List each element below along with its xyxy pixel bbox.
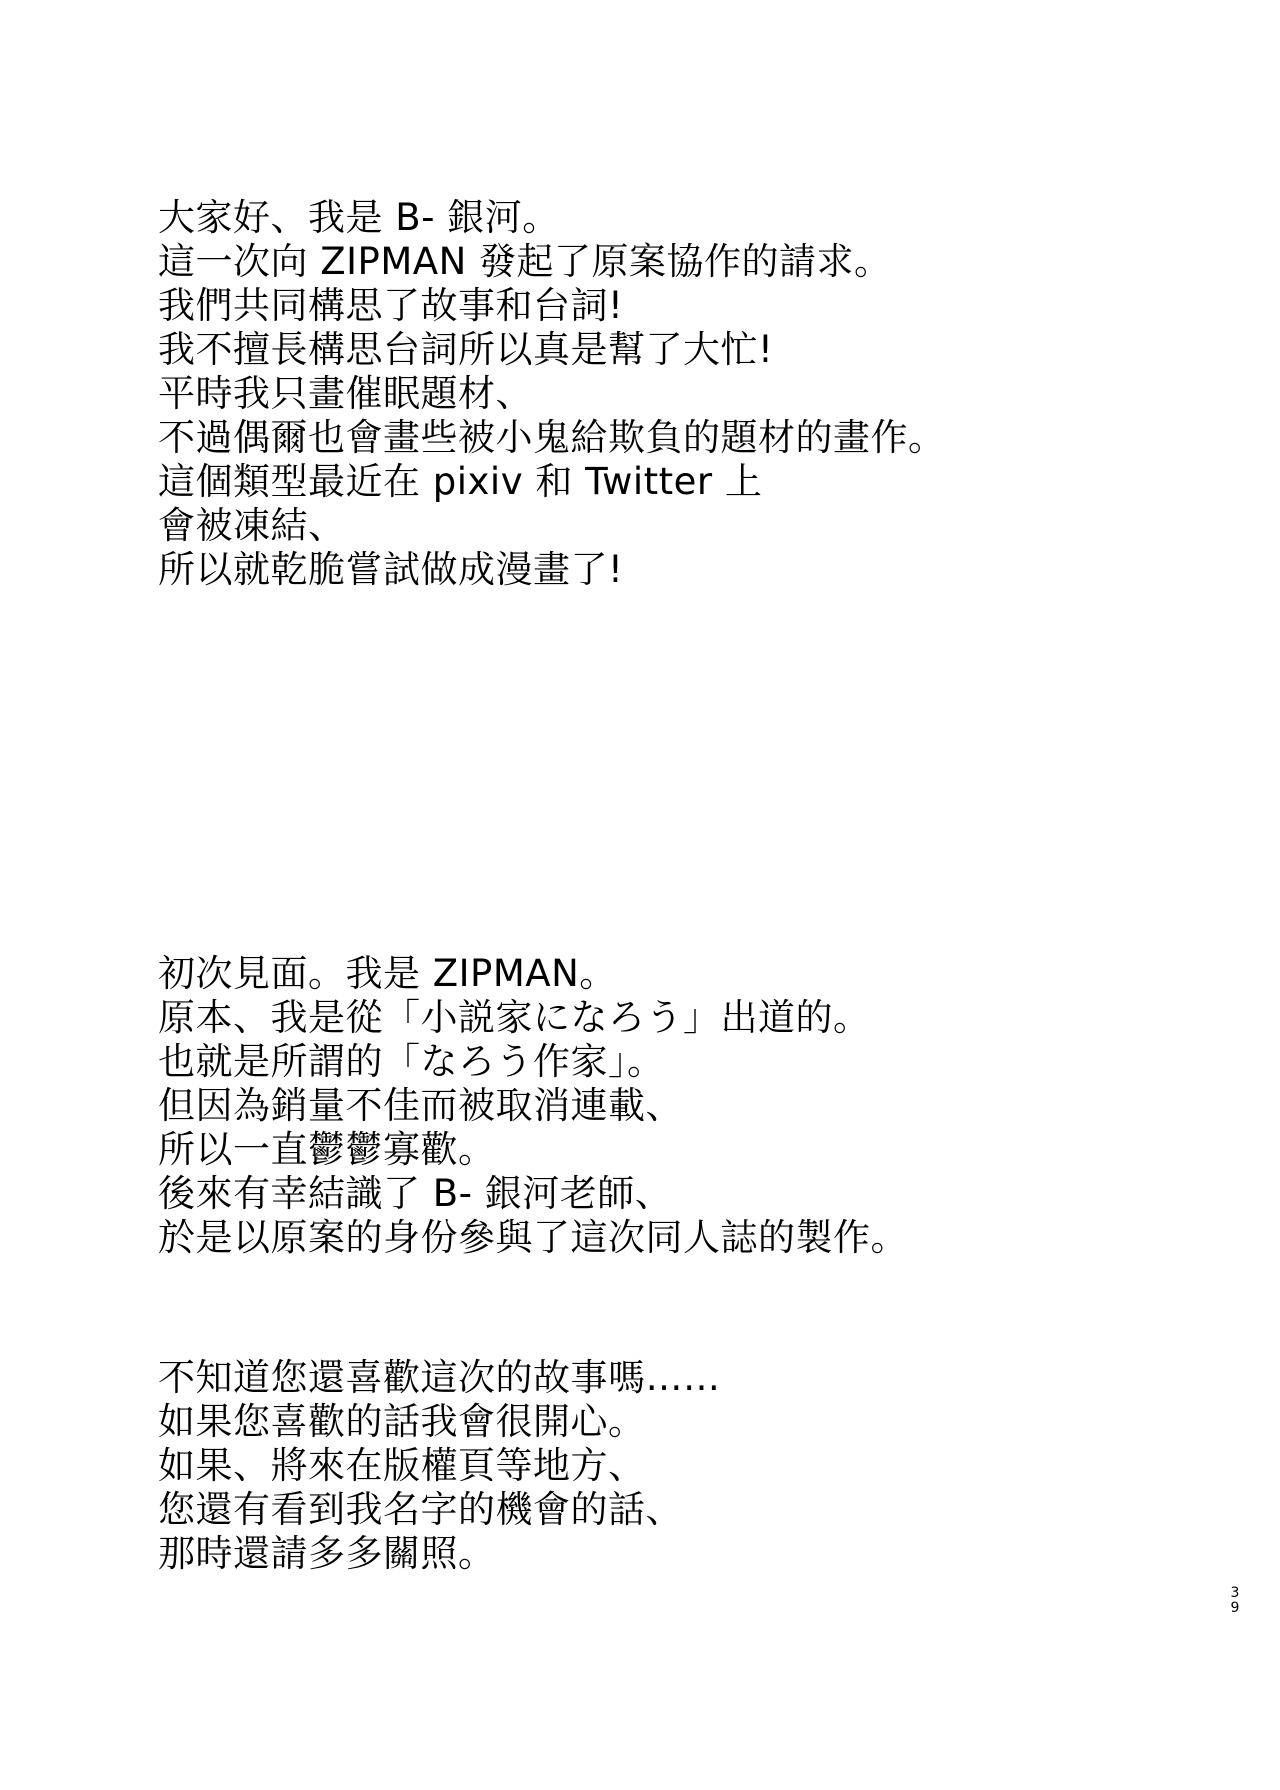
text-line: 如果、將來在版權頁等地方、: [158, 1444, 646, 1487]
text-line: 這一次向 ZIPMAN 發起了原案協作的請求。: [158, 240, 892, 283]
text-line: 但因為銷量不佳而被取消連載、: [158, 1084, 683, 1127]
text-line: 後來有幸結識了 B- 銀河老師、: [158, 1172, 673, 1215]
text-line: 也就是所謂的「なろう作家」。: [158, 1040, 665, 1083]
text-line: 原本、我是從「小説家になろう」出道的。: [158, 996, 871, 1039]
text-line: 所以就乾脆嘗試做成漫畫了!: [158, 548, 624, 591]
text-line: 我不擅長構思台詞所以真是幫了大忙!: [158, 328, 774, 371]
text-line: 如果您喜歡的話我會很開心。: [158, 1400, 646, 1443]
text-line: 會被凍結、: [158, 504, 346, 547]
afterword-closing: [158, 1356, 721, 1576]
text-line: 這個類型最近在 pixiv 和 Twitter 上: [158, 460, 763, 503]
text-line: 所以一直鬱鬱寡歡。: [158, 1128, 496, 1171]
text-line: 您還有看到我名字的機會的話、: [158, 1488, 683, 1531]
text-line: 那時還請多多關照。: [158, 1532, 496, 1575]
text-line: 平時我只畫催眠題材、: [158, 372, 533, 415]
text-line: 不知道您還喜歡這次的故事嗎……: [158, 1356, 721, 1399]
afterword-b-ginga: [158, 196, 946, 592]
page-number: 39: [1230, 1585, 1240, 1616]
afterword-zipman: [158, 952, 908, 1260]
text-line: 初次見面。我是 ZIPMAN。: [158, 952, 617, 995]
text-line: 大家好、我是 B- 銀河。: [158, 196, 560, 239]
text-line: 不過偶爾也會畫些被小鬼給欺負的題材的畫作。: [158, 416, 946, 459]
text-line: 於是以原案的身份參與了這次同人誌的製作。: [158, 1216, 908, 1259]
text-line: 我們共同構思了故事和台詞!: [158, 284, 624, 327]
